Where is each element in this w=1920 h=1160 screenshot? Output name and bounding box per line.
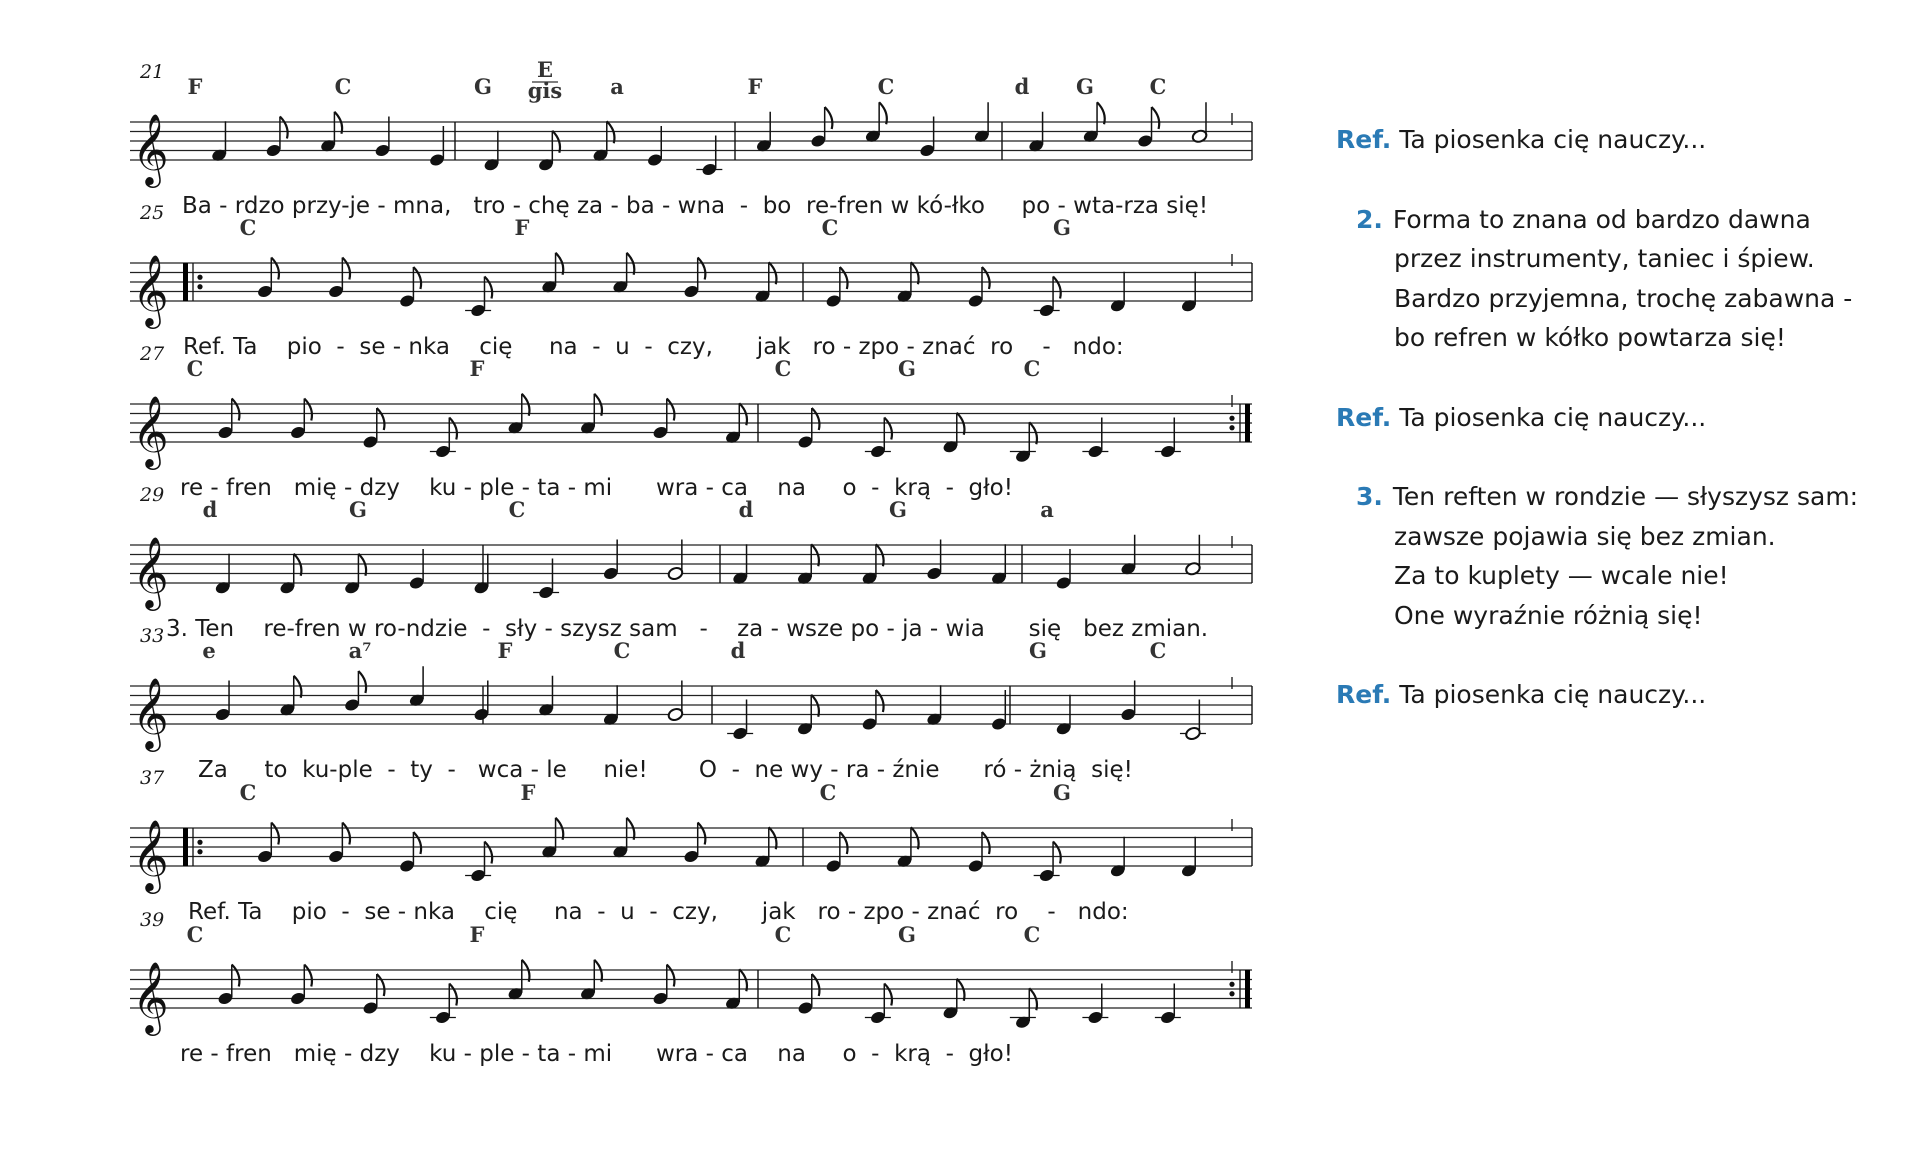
chord-symbol: d <box>730 638 746 663</box>
repeat-dot <box>1229 416 1234 421</box>
repeat-dot <box>197 284 202 289</box>
eighth-flag <box>698 258 706 280</box>
chord-symbol: G <box>889 497 907 522</box>
measure-number: 37 <box>140 767 165 789</box>
eighth-flag <box>667 965 675 987</box>
refrain-ref-1 <box>1336 120 1896 160</box>
treble-clef-icon: 𝄞 <box>132 535 169 608</box>
eighth-flag <box>667 399 675 421</box>
repeat-thick-bar <box>183 263 188 301</box>
eighth-flag <box>294 676 302 698</box>
chord-symbol: G <box>1076 74 1094 99</box>
repeat-thick-bar <box>1245 970 1250 1008</box>
verse-number: 2. <box>1356 204 1383 234</box>
repeat-dot <box>197 275 202 280</box>
chord-symbol: F <box>514 215 530 240</box>
refrain-text: Ta piosenka cię nauczy... <box>1399 125 1707 154</box>
chord-symbol: C <box>239 215 257 240</box>
chord-symbol: d <box>202 497 218 522</box>
chord-symbol: G <box>1053 215 1071 240</box>
eighth-flag <box>607 121 615 143</box>
lyrics-line: Ref. Ta pio - se - nka cię na - u - czy, jak ro - zpo - znać ro - ndo: <box>188 899 1129 925</box>
chord-symbol: G <box>898 356 916 381</box>
verse-line: Forma to znana od bardzo dawna <box>1392 204 1811 234</box>
lyrics-line: Ba - rdzo przy-je - mna, tro - chę za - ba - wna - bo re-fren w kó-łko po - wta-rza się! <box>182 193 1209 219</box>
chord-symbol: F <box>469 356 485 381</box>
chord-symbol: F <box>187 74 203 99</box>
eighth-flag <box>484 842 492 864</box>
verse-line: Bardzo przyjemna, trochę zabawna - <box>1394 283 1853 313</box>
eighth-flag <box>739 969 747 991</box>
chord-symbol: C <box>819 780 837 805</box>
verse-line: Ten reften w rondzie — słyszysz sam: <box>1392 482 1859 511</box>
chord-symbol: G <box>1053 780 1071 805</box>
chord-symbol: G <box>1029 638 1047 663</box>
eighth-flag <box>522 394 530 416</box>
eighth-flag <box>957 413 965 435</box>
eighth-flag <box>769 827 777 849</box>
eighth-flag <box>304 965 312 987</box>
verse-line: bo refren w kółko powtarza się! <box>1394 323 1786 352</box>
eighth-flag <box>739 403 747 425</box>
repeat-thick-bar <box>183 828 188 866</box>
eighth-flag <box>280 117 288 139</box>
eighth-flag <box>271 258 279 280</box>
verse-3 <box>1336 477 1896 635</box>
eighth-flag <box>484 277 492 299</box>
repeat-dot <box>1229 425 1234 430</box>
chord-symbol: C <box>613 638 631 663</box>
repeat-dot <box>197 840 202 845</box>
treble-clef-icon: 𝄞 <box>132 676 169 749</box>
lyrics-line: Za to ku-ple - ty - wca - le nie! O - ne wy - ra - źnie ró - żnią się! <box>198 757 1133 783</box>
chord-symbol: F <box>497 638 513 663</box>
refrain-label: Ref. <box>1336 680 1392 709</box>
treble-clef-icon: 𝄞 <box>132 112 169 185</box>
chord-symbol: C <box>1023 356 1041 381</box>
eighth-flag <box>957 979 965 1001</box>
chord-symbol: G <box>474 74 492 99</box>
verse-number: 3. <box>1356 482 1383 511</box>
chord-symbol: e <box>202 638 216 663</box>
treble-clef-icon: 𝄞 <box>132 960 169 1033</box>
eighth-flag <box>911 827 919 849</box>
chord-symbol: G <box>349 497 367 522</box>
refrain-ref-2 <box>1336 398 1896 438</box>
eighth-flag <box>811 544 819 566</box>
measure-number: 29 <box>140 484 165 506</box>
verse-line: Za to kuplety — wcale nie! <box>1394 561 1729 590</box>
eighth-flag <box>1097 102 1105 124</box>
chord-symbol: C <box>239 780 257 805</box>
eighth-flag <box>342 823 350 845</box>
eighth-flag <box>884 418 892 440</box>
eighth-flag <box>825 107 833 129</box>
eighth-flag <box>812 974 820 996</box>
eighth-flag <box>1152 107 1160 129</box>
chord-symbol: C <box>334 74 352 99</box>
chord-symbol: F <box>747 74 763 99</box>
eighth-flag <box>698 823 706 845</box>
eighth-flag <box>304 399 312 421</box>
eighth-flag <box>342 258 350 280</box>
measure-number: 25 <box>140 202 165 224</box>
chord-symbol: a <box>1040 497 1054 522</box>
verse-line: One wyraźnie różnią się! <box>1394 600 1703 630</box>
eighth-flag <box>449 418 457 440</box>
chord-symbol: d <box>1014 74 1030 99</box>
verses-panel <box>1336 120 1896 755</box>
eighth-flag <box>812 408 820 430</box>
verse-line: zawsze pojawia się bez zmian. <box>1394 521 1776 551</box>
eighth-flag <box>840 832 848 854</box>
eighth-flag <box>556 253 564 275</box>
eighth-flag <box>876 690 884 712</box>
eighth-flag <box>1029 422 1037 444</box>
chord-symbol: d <box>738 497 754 522</box>
eighth-flag <box>271 823 279 845</box>
lyrics-line: 3. Ten re-fren w ro-ndzie - sły - szysz sam - za - wsze po - ja - wia się bez zmian. <box>166 616 1209 642</box>
chord-symbol: F <box>520 780 536 805</box>
eighth-flag <box>879 102 887 124</box>
lyrics-line: re - fren mię - dzy ku - ple - ta - mi wra - ca na o - krą - gło! <box>180 475 1013 501</box>
eighth-flag <box>627 818 635 840</box>
eighth-flag <box>982 832 990 854</box>
chord-symbol: C <box>774 356 792 381</box>
eighth-flag <box>627 253 635 275</box>
eighth-flag <box>334 112 342 134</box>
eighth-flag <box>358 671 366 693</box>
repeat-dot <box>197 849 202 854</box>
measure-number: 27 <box>140 343 165 365</box>
lyrics-line: Ref. Ta pio - se - nka cię na - u - czy, jak ro - zpo - znać ro - ndo: <box>183 334 1124 360</box>
chord-symbol: C <box>508 497 526 522</box>
repeat-thick-bar <box>1245 404 1250 442</box>
treble-clef-icon: 𝄞 <box>132 253 169 326</box>
eighth-flag <box>413 832 421 854</box>
chord-symbol: C <box>1149 74 1167 99</box>
chord-symbol: C <box>1149 638 1167 663</box>
eighth-flag <box>358 554 366 576</box>
eighth-flag <box>884 984 892 1006</box>
chord-symbol: gis <box>527 78 563 103</box>
chord-symbol: C <box>774 922 792 947</box>
eighth-flag <box>876 544 884 566</box>
eighth-flag <box>594 960 602 982</box>
eighth-flag <box>1029 988 1037 1010</box>
repeat-dot <box>1229 991 1234 996</box>
chord-symbol: a⁷ <box>348 638 372 663</box>
refrain-label: Ref. <box>1336 125 1392 154</box>
treble-clef-icon: 𝄞 <box>132 818 169 891</box>
eighth-flag <box>811 695 819 717</box>
measure-number: 39 <box>140 909 165 931</box>
chord-symbol: C <box>821 215 839 240</box>
eighth-flag <box>232 965 240 987</box>
refrain-ref-3 <box>1336 675 1896 715</box>
eighth-flag <box>377 408 385 430</box>
refrain-text: Ta piosenka cię nauczy... <box>1399 402 1707 432</box>
chord-symbol: E <box>536 57 554 82</box>
lyrics-line: re - fren mię - dzy ku - ple - ta - mi wra - ca na o - krą - gło! <box>180 1041 1013 1067</box>
refrain-text: Ta piosenka cię nauczy... <box>1399 680 1707 709</box>
chord-symbol: G <box>898 922 916 947</box>
eighth-flag <box>522 960 530 982</box>
measure-number: 21 <box>140 61 165 83</box>
eighth-flag <box>911 262 919 284</box>
verse-2 <box>1336 200 1896 358</box>
eighth-flag <box>1053 277 1061 299</box>
chord-symbol: C <box>1023 922 1041 947</box>
eighth-flag <box>769 262 777 284</box>
eighth-flag <box>377 974 385 996</box>
verse-line: przez instrumenty, taniec i śpiew. <box>1394 244 1815 273</box>
eighth-flag <box>1053 842 1061 864</box>
eighth-flag <box>552 131 560 153</box>
eighth-flag <box>982 267 990 289</box>
eighth-flag <box>556 818 564 840</box>
repeat-dot <box>1229 982 1234 987</box>
refrain-label: Ref. <box>1336 402 1392 432</box>
treble-clef-icon: 𝄞 <box>132 394 169 467</box>
eighth-flag <box>413 267 421 289</box>
eighth-flag <box>449 984 457 1006</box>
eighth-flag <box>294 554 302 576</box>
measure-number: 33 <box>140 625 165 647</box>
chord-symbol: a <box>610 74 624 99</box>
chord-symbol: C <box>186 356 204 381</box>
eighth-flag <box>840 267 848 289</box>
chord-symbol: F <box>469 922 485 947</box>
eighth-flag <box>594 394 602 416</box>
chord-symbol: C <box>186 922 204 947</box>
chord-symbol: C <box>877 74 895 99</box>
eighth-flag <box>232 399 240 421</box>
